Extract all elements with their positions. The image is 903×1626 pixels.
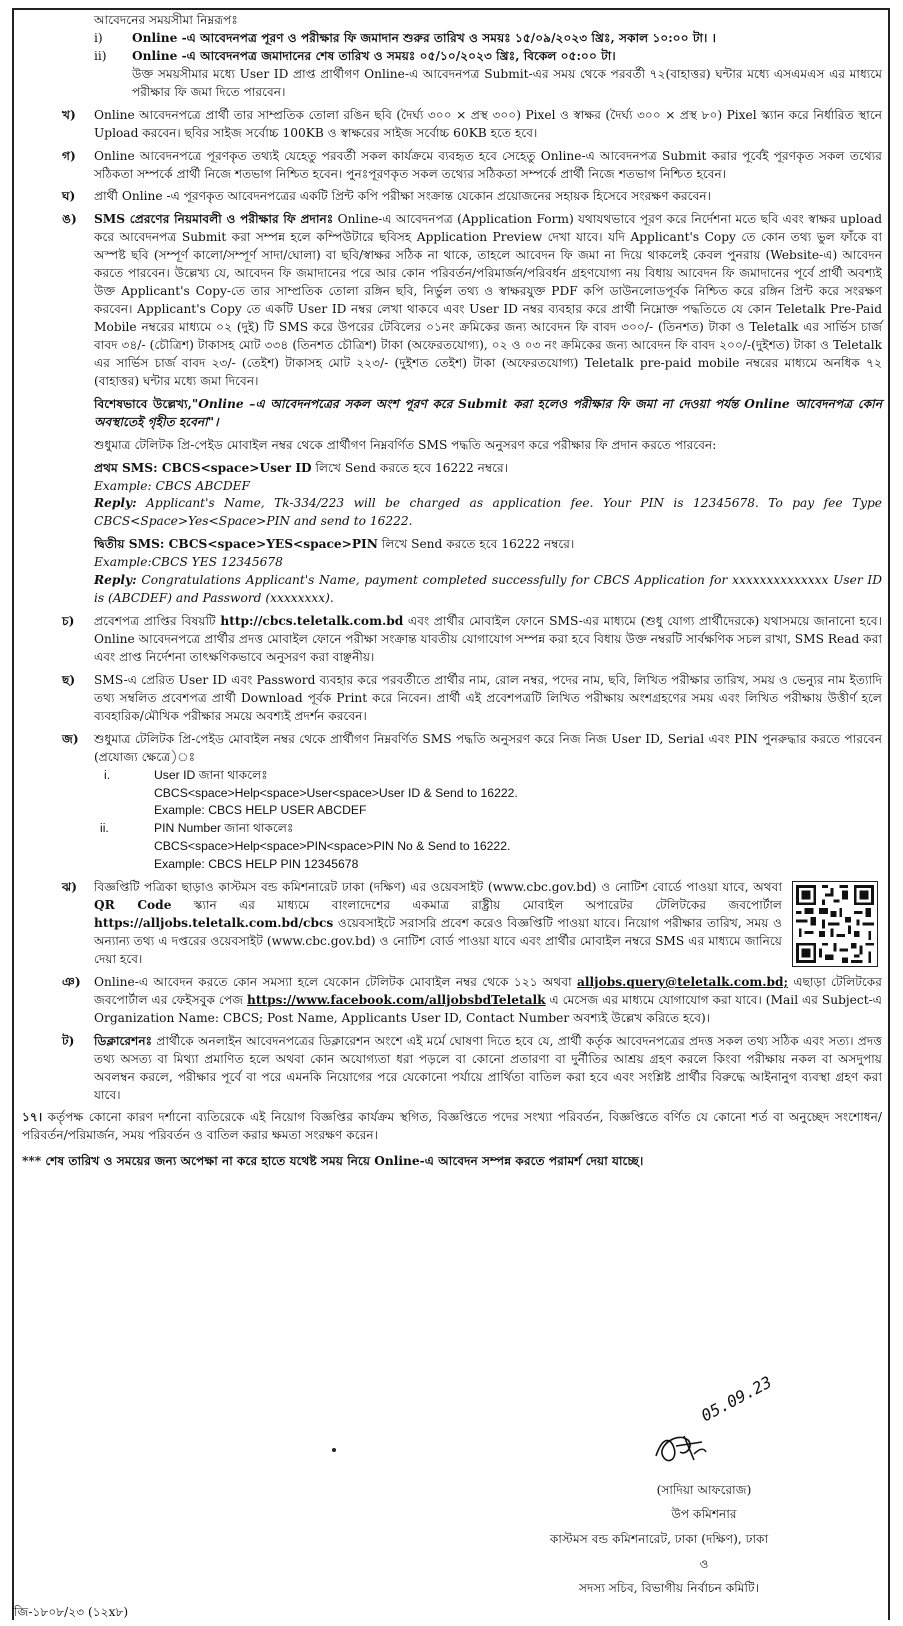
deadline-section [22, 12, 882, 102]
clause-ja-text: শুধুমাত্র টেলিটক প্রি-পেইড মোবাইল নম্বর থেকে প্রার্থীগণ নিম্নবর্ণিত SMS পদ্ধতি অনুসরণ করে নিজ নিজ User ID, Serial এবং PIN পুনরুদ্ধার করতে পারবেন (প্রযোজ্য ক্ষেত্রে)ঃ [94, 731, 882, 764]
clause-chha-label: ছ) [62, 672, 76, 687]
clause-chha-text: SMS-এ প্রেরিত User ID এবং Password ব্যবহার করে পরবর্তীতে প্রার্থীর নাম, রোল নম্বর, পদের নাম, ছবি, লিখিত পরীক্ষার তারিখ, সময় ও ভেন্যুর নাম ইত্যাদি তথ্য সম্বলিত প্রবেশপত্র প্রার্থী Download পূর্বক Print করে নিবেন। প্রার্থী এই প্রবেশপত্রটি লিখিত পরীক্ষায় অংশগ্রহণের সময় এবং লিখিত পরীক্ষায় উত্তীর্ণ হলে ব্যবহারিক/মৌখিক পরীক্ষার সময়ে অবশ্যই প্রদর্শন করবেন। [94, 672, 882, 723]
recovery-userid-example: Example: CBCS HELP USER ABCDEF [154, 803, 367, 818]
recovery-pin-number: ii. [100, 821, 109, 836]
sms-first-example: Example: CBCS ABCDEF [94, 478, 250, 493]
notice-content [22, 12, 882, 1176]
sms-first-reply-label: Reply: [94, 496, 137, 511]
deadline-item-ii-text: Online -এ আবেদনপত্র জমাদানের শেষ তারিখ ও সময়ঃ ০৫/১০/২০২৩ খ্রিঃ, বিকেল ০৫:০০ টা। [132, 48, 616, 63]
clause-jha-text-b: স্ক্যান এর মাধ্যমে বাংলাদেশের একমাত্র রাষ্ট্রীয় মোবাইল অপারেটর টেলিটকের জবপোর্টাল [171, 898, 783, 913]
clause-ga [22, 148, 882, 184]
recovery-userid-number: i. [104, 767, 111, 782]
sms-second-rest: লিখে Send করতে হবে 16222 নম্বরে। [377, 537, 575, 552]
special-note [22, 396, 882, 432]
clause-cha-text-a: প্রবেশপত্র প্রাপ্তির বিষয়টি [94, 614, 221, 629]
clause-17-label: ১৭। [22, 1110, 43, 1125]
clause-umo [22, 211, 882, 390]
sms-first-title: প্রথম SMS: CBCS<space>User ID [94, 460, 312, 475]
recovery-userid-command: CBCS<space>Help<space>User<space>User ID & Send to 16222. [154, 785, 518, 800]
recovery-pin [94, 820, 882, 874]
admit-card-url-link[interactable]: http://cbcs.teletalk.com.bd [220, 614, 404, 629]
clause-gha-text: প্রার্থী Online -এ পূরণকৃত আবেদনপত্রের একটি প্রিন্ট কপি পরীক্ষা সংক্রান্ত যেকোন প্রয়োজনের সহায়ক হিসেবে সংরক্ষণ করবেন। [94, 189, 711, 204]
sms-first-rest: লিখে Send করতে হবে 16222 নম্বরে। [311, 460, 509, 475]
signatory-and: ও [699, 1557, 709, 1571]
clause-umo-body [94, 211, 882, 390]
clause-kha-label: খ) [62, 107, 76, 122]
clause-jha-text-c: ওয়েবসাইটে সরাসরি প্রবেশ করেও বিজ্ঞপ্তিটি পাওয়া যাবে। নিয়োগ পরীক্ষার তারিখ, সময় ও অন্যান্য তথ্য এ দপ্তরের ওয়েবসাইট (www.cbc.gov.bd) ও নোটিশ বোর্ড পাওয়া যাবে এবং প্রার্থীর মোবাইল নম্বরে SMS এর মাধ্যমে জানিয়ে দেয়া হবে। [94, 916, 782, 966]
clause-umo-label: ঙ) [62, 212, 77, 227]
sms-first [22, 460, 882, 532]
special-note-text: "Online –এ আবেদনপত্রের সকল অংশ পূরণ করে Submit করা হলেও পরীক্ষার ফি জমা না দেওয়া পর্যন্ত Online আবেদনপত্র কোন অবস্থাতেই গৃহীত হবেনা"। [94, 396, 882, 429]
clause-nya-text-b: এছাড়া টেলিটকের জবপোর্টাল এর ফেইসবুক পেজ [94, 974, 882, 1007]
clause-cha-label: চ) [62, 614, 75, 629]
declaration-title: ডিক্লারেশনঃ [94, 1033, 153, 1048]
support-email-link[interactable]: alljobs.query@teletalk.com.bd; [577, 974, 789, 989]
clause-jha-label: ঝ) [62, 880, 77, 895]
clause-nya-text-c: এ মেসেজ এর মাধ্যমে যোগাযোগ করা যাবে। (Mail এর Subject-এ Organization Name: CBCS; Post Name, Applicants User ID, Contact Number অবশ্যই উল্লেখ করিতে হবে)। [94, 992, 883, 1025]
deadline-heading: আবেদনের সময়সীমা নিম্নরূপঃ [94, 13, 238, 27]
qr-code-icon[interactable] [792, 881, 878, 967]
clause-nya-text-a: Online-এ আবেদন করতে কোন সমস্যা হলে যেকোন টেলিটক মোবাইল নম্বর থেকে ১২১ অথবা [94, 974, 578, 989]
clause-kha-text: Online আবেদনপত্রে প্রার্থী তার সাম্প্রতিক তোলা রঙিন ছবি (দৈর্ঘ্য ৩০০ × প্রস্থ ৩০০) Pixel ও স্বাক্ষর (দৈর্ঘ্য ৩০০ × প্রস্থ ৮০) Pixel স্ক্যান করে নির্ধারিত স্থানে Upload করবেন। ছবির সাইজ সর্বোচ্চ 100KB ও স্বাক্ষরের সাইজ সর্বোচ্চ 60KB হতে হবে। [94, 107, 882, 140]
clause-jha-body [94, 879, 782, 969]
clause-nya-body [94, 974, 882, 1028]
special-note-body [94, 396, 882, 432]
clause-umo-text: Online-এ আবেদনপত্র (Application Form) যথাযথভাবে পূরণ করে নির্দেশনা মতে ছবি এবং স্বাক্ষর upload করে আবেদনপত্র Submit করা সম্পন্ন হলে কম্পিউটারে ছবিসহ Application Preview দেখা যাবে। যদি Applicant's Copy তে কোন তথ্য ভুল ফাঁকে বা অস্পষ্ট ছবি (সম্পূর্ণ কালো/সম্পূর্ণ সাদা/ঘোলা) বা ছবি/স্বাক্ষর সঠিক না থাকে, তাহলে আবেদন ফি জমা না দিয়ে থাকলেই কেবল পুনরায় (Website-এ) আবেদন করতে পারবেন। উল্লেখ্য যে, আবেদন ফি জমাদানের পরে আর কোন পরিবর্তন/পরিমার্জন/পরিবর্ধন গ্রহণযোগ্য নয় বিধায় আবেদন ফি জমাদানের পূর্বে প্রার্থী অবশ্যই উক্ত Applicant's Copy-তে তার সাম্প্রতিক তোলা রঙ্গিন ছবি, নির্ভুল তথ্য ও স্বাক্ষরযুক্ত PDF কপি ডাউনলোডপূর্বক নিশ্চিত করে রঙ্গিন প্রিন্ট করে সংরক্ষণ করবেন। Applicant's Copy তে একটি User ID নম্বর লেখা থাকবে এবং User ID নম্বর ব্যবহার করে প্রার্থী নিম্নোক্ত পদ্ধতিতে যে কোন Teletalk Pre-Paid Mobile নম্বরের মাধ্যমে ০২ (দুই) টি SMS করে উপরের টেবিলের ০১নং ক্রমিকের জন্য আবেদন ফি বাবদ ৩০০/- (তিনশত) টাকা ও Teletalk এর সার্ভিস চার্জ বাবদ ৩৪/- (চৌত্রিশ) টাকাসহ মোট ৩৩৪ (তিনশত চৌত্রিশ) টাকা (অফেরতযোগ্য), ০২ ও ০৩ নং ক্রমিকের জন্য আবেদন ফি বাবদ ২০০/-(দুইশত) টাকা ও Teletalk এর সার্ভিস চার্জ বাবদ ২৩/- (তেইশ) টাকাসহ মোট ২২৩/- (দুইশত তেইশ) টাকা (অফেরতযোগ্য) Teletalk pre-paid mobile নম্বরের মাধ্যমে অনধিক ৭২ (বাহাত্তর) ঘন্টার মধ্যে জমা দিবেন। [94, 212, 883, 388]
clause-ga-label: গ) [62, 148, 76, 163]
clause-ta-body [94, 1033, 882, 1105]
signatory-designation: উপ কমিশনার [671, 1507, 737, 1521]
clause-kha [22, 107, 882, 143]
sms-first-line [94, 460, 882, 478]
clause-nya [22, 974, 882, 1028]
sms-second-reply-text: Congratulations Applicant's Name, payment completed successfully for CBCS Application for xxxxxxxxxxxxxx User ID is (ABCDEF) and Password (xxxxxxxx). [94, 573, 882, 606]
clause-nya-label: ঞ) [62, 974, 81, 989]
clause-gha [22, 188, 882, 206]
clause-cha-body [94, 613, 882, 667]
clause-cha-text-b: এবং প্রার্থীর মোবাইল ফোনে SMS-এর মাধ্যমে (শুধু যোগ্য প্রার্থীদেরকে) যথাসময়ে জানানো হবে। Online আবেদনপত্রে প্রার্থীর প্রদত্ত মোবাইল ফোনে পরীক্ষা সংক্রান্ত যাবতীয় যোগাযোগ সম্পন্ন করা হবে বিধায় উক্ত নম্বরটি সার্বক্ষণিক সচল রাখা, SMS Read করা এবং প্রাপ্ত নির্দেশনা তাৎক্ষণিকভাবে অনুসরণ করা বাঞ্ছনীয়। [94, 614, 882, 664]
sms-first-reply-text: Applicant's Name, Tk-334/223 will be charged as application fee. Your PIN is 12345678. To pay fee Type CBCS<Space>Yes<Space>PIN and send to 16222. [94, 496, 882, 529]
clause-ta [22, 1033, 882, 1105]
teletalk-instruction-text: শুধুমাত্র টেলিটক প্রি-পেইড মোবাইল নম্বর থেকে প্রার্থীগণ নিম্নবর্ণিত SMS পদ্ধতি অনুসরণ করে পরীক্ষার ফি প্রদান করতে পারবেন: [94, 437, 717, 452]
notice-page [12, 8, 890, 1620]
clause-chha [22, 672, 882, 726]
recovery-userid [94, 767, 882, 821]
deadline-item-i-number: i) [94, 30, 103, 45]
sms-second-reply-label: Reply: [94, 573, 137, 588]
sms-second-reply [94, 572, 882, 608]
clause-17 [22, 1109, 882, 1145]
handwritten-date: 05.09.23 [697, 1372, 775, 1426]
deadline-item-i [94, 30, 882, 48]
clause-17-text: কর্তৃপক্ষ কোনো কারণ দর্শানো ব্যতিরেকে এই নিয়োগ বিজ্ঞপ্তির কার্যক্রম স্থগিত, বিজ্ঞপ্তিতে পদের সংখ্যা পরিবর্তন, বিজ্ঞপ্তিতে বর্ণিত যে কোনো শর্ত বা অনুচ্ছেদ সংশোধন/পরিবর্তন/পরিমার্জন, সময় পরিবর্তন ও বাতিল করার ক্ষমতা সংরক্ষণ করেন। [22, 1110, 882, 1143]
signatory-name: (সাদিয়া আফরোজ) [656, 1483, 752, 1497]
clause-cha [22, 613, 882, 667]
recovery-pin-command: CBCS<space>Help<space>PIN<space>PIN No & Send to 16222. [154, 839, 511, 854]
facebook-page-link[interactable]: https://www.facebook.com/alljobsbdTeletalk [246, 992, 546, 1007]
stray-dot [332, 1448, 336, 1452]
signature-block [14, 1372, 874, 1626]
teletalk-jobs-url-link[interactable]: https://alljobs.teletalk.com.bd/cbcs [94, 916, 334, 931]
clause-17-body [22, 1109, 882, 1145]
declaration-text: প্রার্থীকে অনলাইন আবেদনপত্রের ডিক্লারেশন অংশে এই মর্মে ঘোষণা দিতে হবে যে, প্রার্থী কর্তৃক আবেদনপত্রের প্রদত্ত সকল তথ্য সঠিক এবং সত্য। প্রদত্ত তথ্য অসত্য বা মিথ্যা প্রমাণিত হলে অথবা কোন অযোগ্যতা ধরা পড়লে বা কোনো প্রতারণা বা দুর্নীতির আশ্রয় গ্রহণ করলে কিংবা পরীক্ষায় নকল বা অসদুপায় অবলম্বন করলে, পরীক্ষার পূর্বে বা পরে এমনকি নিয়োগের পরে যেকোনো পর্যায়ে প্রার্থিতা বাতিল করা হবে এবং সংশ্লিষ্ট প্রার্থীর বিরুদ্ধে আইনানুগ ব্যবস্থা গ্রহণ করা যাবে। [94, 1033, 882, 1102]
sms-first-reply [94, 495, 882, 531]
clause-ja-label: জ) [62, 731, 79, 746]
clause-ta-label: ট) [62, 1033, 75, 1048]
signatory-office: কাস্টমস বন্ড কমিশনারেট, ঢাকা (দক্ষিণ), ঢাকা [549, 1532, 769, 1546]
qr-code-word: QR Code [94, 898, 172, 913]
clause-jha-text-a: বিজ্ঞপ্তিটি পত্রিকা ছাড়াও কাস্টমস বন্ড কমিশনারেট ঢাকা (দক্ষিণ) এর ওয়েবসাইট (www.cbc.gov.bd) ও নোটিশ বোর্ডে পাওয়া যাবে, অথবা [94, 880, 782, 895]
recovery-pin-title: PIN Number জানা থাকলেঃ [154, 821, 294, 836]
special-note-title: বিশেষভাবে উল্লেখ্য, [94, 396, 192, 411]
clause-jha [22, 879, 882, 969]
recovery-pin-example: Example: CBCS HELP PIN 12345678 [154, 857, 359, 872]
final-advice [22, 1153, 882, 1171]
recovery-userid-title: User ID জানা থাকলেঃ [154, 767, 268, 782]
sms-second-line [94, 536, 882, 554]
sms-second [22, 536, 882, 608]
deadline-item-i-text: Online -এ আবেদনপত্র পূরণ ও পরীক্ষার ফি জমাদান শুরুর তারিখ ও সময়ঃ ১৫/০৯/২০২৩ খ্রিঃ, সকাল ১০:০০ টা। । [132, 30, 717, 45]
deadline-item-ii-number: ii) [94, 48, 107, 63]
signatory-member-role: সদস্য সচিব, বিভাগীয় নির্বাচন কমিটি। [578, 1581, 760, 1595]
deadline-item-ii [94, 48, 882, 66]
clause-umo-title: SMS প্রেরণের নিয়মাবলী ও পরীক্ষার ফি প্রদানঃ [94, 212, 334, 227]
sms-second-example: Example:CBCS YES 12345678 [94, 555, 283, 570]
deadline-note: উক্ত সময়সীমার মধ্যে User ID প্রাপ্ত প্রার্থীগণ Online-এ আবেদনপত্র Submit-এর সময় থেকে পরবর্তী ৭২(বাহাত্তর) ঘন্টার মধ্যে এসএমএস এর মাধ্যমে পরীক্ষার ফি জমা দিতে পারবেন। [132, 66, 882, 99]
clause-ja [22, 731, 882, 875]
final-advice-text: *** শেষ তারিখ ও সময়ের জন্য অপেক্ষা না করে হাতে যথেষ্ট সময় নিয়ে Online-এ আবেদন সম্পন্ন করতে পরামর্শ দেয়া যাচ্ছে। [22, 1154, 644, 1169]
reference-number: জি-১৮০৮/২৩ (১২x৮) [14, 1605, 129, 1619]
teletalk-instruction [22, 437, 882, 455]
clause-ga-text: Online আবেদনপত্রে পূরণকৃত তথ্যই যেহেতু পরবর্তী সকল কার্যক্রমে ব্যবহৃত হবে সেহেতু Online-এ আবেদনপত্র Submit করার পূর্বেই পূরণকৃত সকল তথ্যের সঠিকতা সম্পর্কে প্রার্থী নিজে শতভাগ নিশ্চিত হবেন। পুনঃপূরণকৃত সকল তথ্যের সঠিকতা সম্পর্কে প্রার্থী নিজে শতভাগ নিশ্চিত হবেন। [94, 148, 882, 181]
sms-second-title: দ্বিতীয় SMS: CBCS<space>YES<space>PIN [94, 537, 378, 552]
clause-gha-label: ঘ) [62, 189, 76, 204]
